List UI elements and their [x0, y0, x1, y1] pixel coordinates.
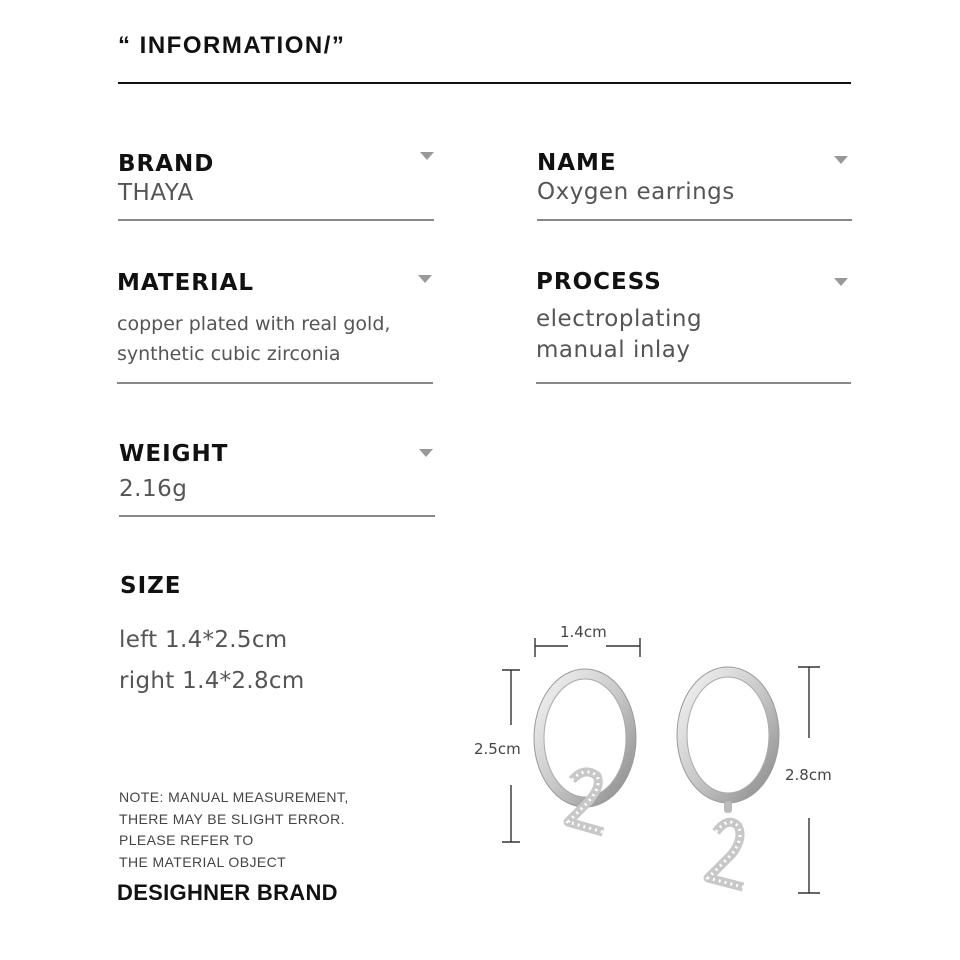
designer-brand-label: DESIGHNER BRAND	[117, 880, 338, 905]
field-process	[536, 268, 851, 385]
earring-diagram	[460, 610, 860, 910]
note-line: PLEASE REFER TO	[119, 832, 254, 848]
size-left: left 1.4*2.5cm	[119, 627, 288, 653]
field-divider	[119, 515, 435, 517]
size-label: SIZE	[120, 573, 182, 599]
note-line: THE MATERIAL OBJECT	[119, 853, 287, 870]
section-title: “ INFORMATION/”	[118, 32, 346, 59]
process-value-line-2: manual inlay	[536, 337, 691, 363]
field-weight	[119, 440, 435, 520]
weight-value: 2.16g	[119, 476, 188, 502]
left-height-dimension-label: 2.5cm	[474, 740, 521, 758]
size-right: right 1.4*2.8cm	[119, 668, 305, 694]
material-label: MATERIAL	[117, 270, 255, 296]
process-label: PROCESS	[536, 269, 662, 295]
dropdown-triangle-icon	[420, 152, 434, 160]
right-height-dimension-label: 2.8cm	[785, 766, 832, 784]
dropdown-triangle-icon	[834, 278, 848, 286]
field-divider	[537, 219, 852, 221]
field-divider	[117, 382, 433, 384]
dropdown-triangle-icon	[418, 275, 432, 283]
name-value: Oxygen earrings	[537, 179, 735, 205]
brand-label: BRAND	[118, 151, 215, 177]
field-material	[117, 269, 433, 385]
measurement-note	[119, 787, 349, 873]
width-dimension-label: 1.4cm	[560, 623, 607, 641]
name-label: NAME	[537, 150, 617, 176]
brand-value: THAYA	[118, 180, 194, 206]
note-line: NOTE: MANUAL MEASUREMENT,	[119, 789, 349, 805]
field-name	[537, 149, 852, 221]
field-brand	[118, 150, 434, 222]
size-values	[119, 620, 305, 702]
process-value-line-1: electroplating	[536, 306, 703, 332]
note-line: THERE MAY BE SLIGHT ERROR.	[119, 810, 345, 827]
field-divider	[536, 382, 851, 384]
material-value-line-1: copper plated with real gold,	[117, 313, 391, 335]
earring-illustration	[460, 610, 860, 910]
title-divider	[118, 82, 851, 84]
field-divider	[118, 219, 434, 221]
weight-label: WEIGHT	[119, 441, 229, 467]
dropdown-triangle-icon	[419, 449, 433, 457]
dropdown-triangle-icon	[834, 156, 848, 164]
material-value-line-2: synthetic cubic zirconia	[117, 343, 341, 365]
